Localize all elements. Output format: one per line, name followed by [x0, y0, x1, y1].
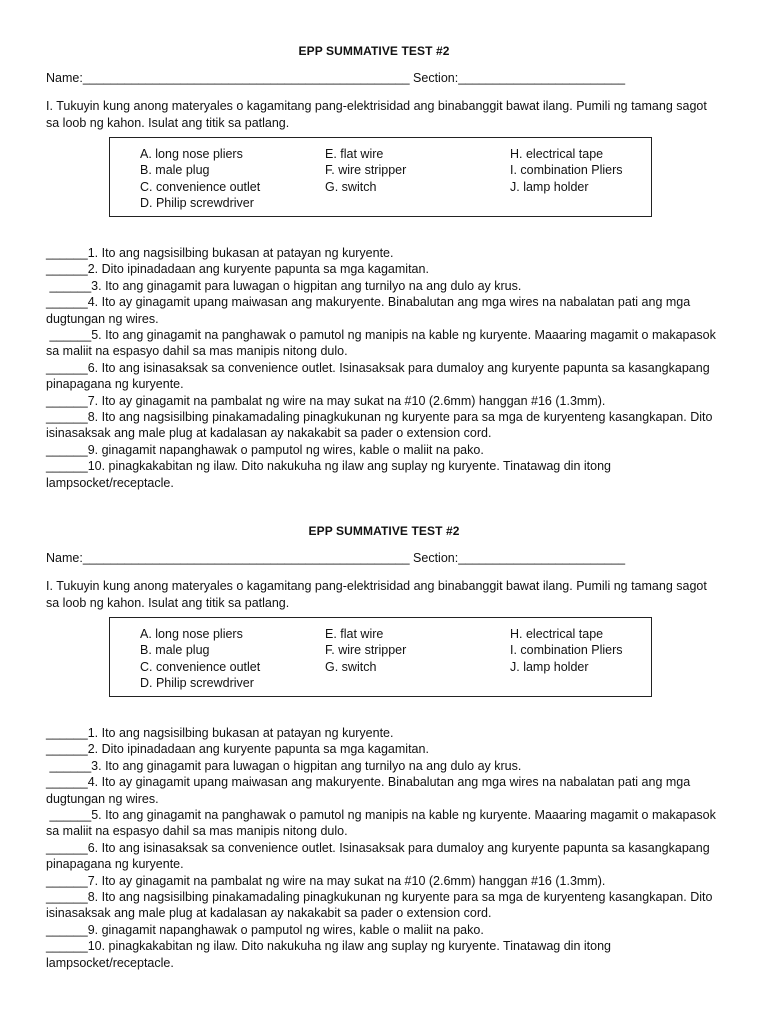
choice-b: B. male plug	[140, 643, 210, 657]
question-item-9: ______9. ginagamit napanghawak o pamputol ng wires, kable o maliit na pako.	[46, 442, 484, 457]
choice-h: H. electrical tape	[510, 147, 604, 161]
choice-d: D. Philip screwdriver	[140, 676, 254, 690]
choices-box	[109, 137, 652, 217]
choices-box	[109, 617, 652, 697]
choice-f: F. wire stripper	[325, 163, 407, 177]
choice-g: G. switch	[325, 660, 377, 674]
question-item-6: ______6. Ito ang isinasaksak sa convenience outlet. Isinasaksak para dumaloy ang kuryente papunta sa kasangkapang pinapagana ng kuryente.	[46, 360, 710, 392]
choice-g: G. switch	[325, 180, 377, 194]
question-item-8: ______8. Ito ang nagsisilbing pinakamadaling pinagkukunan ng kuryente para sa mga de kuryenteng kasangkapan. Dito isinasaksak ang male plug at kadalasan ay nakakabit sa pader o extension cord.	[46, 410, 713, 441]
choice-f: F. wire stripper	[325, 643, 407, 657]
test-title: EPP SUMMATIVE TEST #2	[308, 524, 460, 538]
question-item-6: ______6. Ito ang isinasaksak sa convenience outlet. Isinasaksak para dumaloy ang kuryente papunta sa kasangkapang pinapagana ng kuryente.	[46, 840, 710, 872]
choice-e: E. flat wire	[325, 147, 384, 161]
name-section-line: Name:_______________________________________________ Section:________________________	[46, 551, 626, 565]
choice-i: I. combination Pliers	[510, 163, 623, 177]
choice-j: J. lamp holder	[510, 660, 589, 674]
instructions: I. Tukuyin kung anong materyales o kagamitang pang-elektrisidad ang binabanggit bawat ilang. Pumili ng tamang sagot sa loob ng kahon. Isulat ang titik sa patlang.	[46, 99, 707, 130]
question-item-10: ______10. pinagkakabitan ng ilaw. Dito nakukuha ng ilaw ang suplay ng kuryente. Tinatawag din itong lampsocket/receptacle.	[46, 459, 611, 490]
question-item-1: ______1. Ito ang nagsisilbing bukasan at patayan ng kuryente.	[46, 246, 394, 260]
choice-c: C. convenience outlet	[140, 180, 261, 194]
choice-a: A. long nose pliers	[140, 147, 243, 161]
question-list	[46, 245, 726, 491]
choice-h: H. electrical tape	[510, 627, 604, 641]
question-item-1: ______1. Ito ang nagsisilbing bukasan at patayan ng kuryente.	[46, 726, 394, 740]
instructions: I. Tukuyin kung anong materyales o kagamitang pang-elektrisidad ang binabanggit bawat ilang. Pumili ng tamang sagot sa loob ng kahon. Isulat ang titik sa patlang.	[46, 579, 707, 610]
question-item-5: ______5. Ito ang ginagamit na panghawak o pamutol ng manipis na kable ng kuryente. Maaaring magamit o makapasok sa maliit na espasyo dahil sa mas manipis nitong dulo.	[46, 328, 720, 359]
name-section-line: Name:_______________________________________________ Section:________________________	[46, 71, 626, 85]
question-item-9: ______9. ginagamit napanghawak o pamputol ng wires, kable o maliit na pako.	[46, 922, 484, 937]
test-title: EPP SUMMATIVE TEST #2	[298, 44, 450, 58]
question-item-2: ______2. Dito ipinadadaan ang kuryente papunta sa mga kagamitan.	[46, 742, 429, 757]
choice-b: B. male plug	[140, 163, 210, 177]
choice-a: A. long nose pliers	[140, 627, 243, 641]
choice-c: C. convenience outlet	[140, 660, 261, 674]
question-item-4: ______4. Ito ay ginagamit upang maiwasan ang makuryente. Binabalutan ang mga wires na nabalatan pati ang mga dugtungan ng wires.	[46, 775, 691, 806]
question-item-7: ______7. Ito ay ginagamit na pambalat ng wire na may sukat na #10 (2.6mm) hanggan #16 (1.3mm).	[46, 873, 606, 888]
question-item-8: ______8. Ito ang nagsisilbing pinakamadaling pinagkukunan ng kuryente para sa mga de kuryenteng kasangkapan. Dito isinasaksak ang male plug at kadalasan ay nakakabit sa pader o extension cord.	[46, 890, 713, 921]
question-item-4: ______4. Ito ay ginagamit upang maiwasan ang makuryente. Binabalutan ang mga wires na nabalatan pati ang mga dugtungan ng wires.	[46, 295, 691, 326]
question-item-3: ______3. Ito ang ginagamit para luwagan o higpitan ang turnilyo na ang dulo ay krus.	[46, 278, 522, 293]
choice-e: E. flat wire	[325, 627, 384, 641]
choice-i: I. combination Pliers	[510, 643, 623, 657]
question-item-3: ______3. Ito ang ginagamit para luwagan o higpitan ang turnilyo na ang dulo ay krus.	[46, 758, 522, 773]
question-item-7: ______7. Ito ay ginagamit na pambalat ng wire na may sukat na #10 (2.6mm) hanggan #16 (1.3mm).	[46, 393, 606, 408]
question-list	[46, 725, 726, 971]
question-item-10: ______10. pinagkakabitan ng ilaw. Dito nakukuha ng ilaw ang suplay ng kuryente. Tinatawag din itong lampsocket/receptacle.	[46, 939, 611, 970]
choice-d: D. Philip screwdriver	[140, 196, 254, 210]
question-item-5: ______5. Ito ang ginagamit na panghawak o pamutol ng manipis na kable ng kuryente. Maaaring magamit o makapasok sa maliit na espasyo dahil sa mas manipis nitong dulo.	[46, 808, 720, 839]
question-item-2: ______2. Dito ipinadadaan ang kuryente papunta sa mga kagamitan.	[46, 262, 429, 277]
choice-j: J. lamp holder	[510, 180, 589, 194]
